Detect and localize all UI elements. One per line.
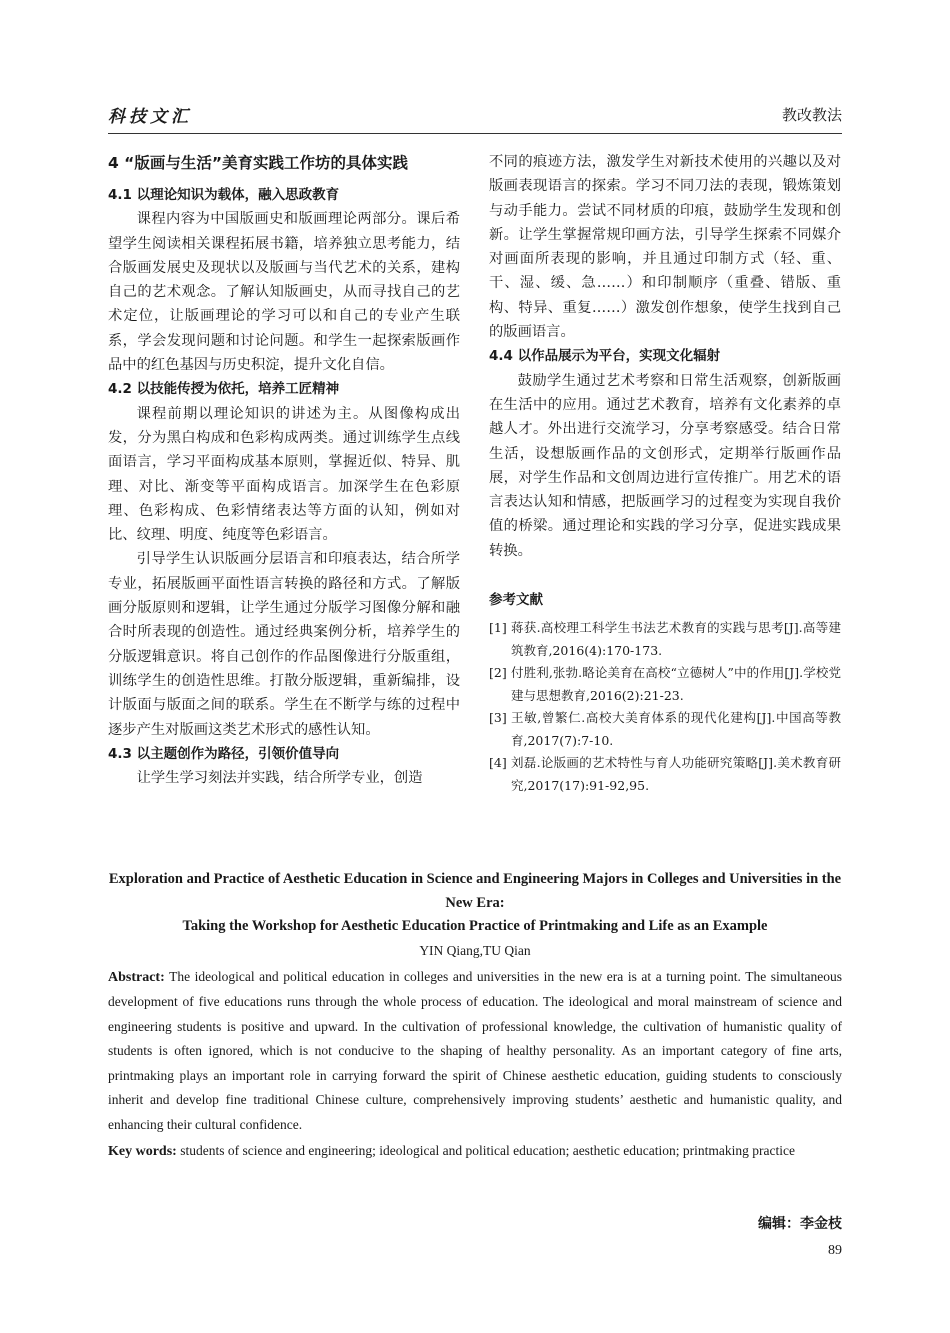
page-number: 89 [828,1243,842,1258]
reference-item [489,707,841,752]
english-abstract-block [108,868,842,1165]
journal-name: 科技文汇 [108,107,192,127]
subsection-4-2-paragraph-2: 引导学生认识版画分层语言和印痕表达，结合所学专业，拓展版画平面性语言转换的路径和方式。了解版画分版原则和逻辑，让学生通过分版学习图像分解和融合时所表现的创造性。通过经典案例分析，培养学生的分版逻辑意识。将自己创作的作品图像进行分版重组，训练学生的创造性思维。打散分版逻辑，重新编排，设计版面与版面之间的联系。学生在不断学与练的过程中逐步产生对版画这类艺术形式的感性认知。 [108,551,460,738]
reference-text: 蒋获.高校理工科学生书法艺术教育的实践与思考[J].高等建筑教育,2016(4):170-173. [511,620,841,658]
keywords-text: students of science and engineering; ideological and political education; aesthetic education; printmaking practice [180,1143,795,1158]
keywords-label: Key words: [108,1144,177,1159]
subsection-4-1-paragraph: 课程内容为中国版画史和版画理论两部分。课后希望学生阅读相关课程拓展书籍，培养独立思考能力，结合版画发展史及现状以及版画与当代艺术的关系，建构自己的艺术观念。了解认知版画史，从而寻找自己的艺术定位，让版画理论的学习可以和自己的专业产生联系，学会发现问题和讨论问题。和学生一起探索版画作品中的红色基因与历史积淀，提升文化自信。 [108,211,460,374]
subsection-4-2-title: 4.2 以技能传授为依托，培养工匠精神 [108,381,340,398]
references-title: 参考文献 [489,592,543,609]
reference-item [489,617,841,662]
subsection-4-3-title: 4.3 以主题创作为路径，引领价值导向 [108,745,340,762]
subsection-4-1-title: 4.1 以理论知识为载体，融入思政教育 [108,187,340,203]
english-authors: YIN Qiang,TU Qian [419,942,531,958]
subsection-4-3-paragraph-cont: 不同的痕迹方法，激发学生对新技术使用的兴趣以及对版画表现语言的探索。学习不同刀法的表现，锻炼策划与动手能力。尝试不同材质的印痕，鼓励学生发现和创新。让学生掌握常规印画方法，引导学生探索不同媒介对画面所表现的影响，并且通过印制方式（轻、重、干、湿、缓、急……）和印制顺序（重叠、错版、重构、特异、重复……）激发创作想象，使学生找到自己的版画语言。 [489,154,841,341]
subsection-4-3-paragraph-start: 让学生学习刻法并实践，结合所学专业，创造 [136,770,423,787]
page-header [108,100,842,130]
reference-number: [2] [489,665,507,681]
reference-text: 王敏,曾繁仁.高校大美育体系的现代化建构[J].中国高等教育,2017(7):7-10. [511,710,841,748]
reference-number: [3] [489,710,507,726]
reference-number: [1] [489,620,507,636]
header-rule [108,133,842,134]
left-column [108,150,460,790]
subsection-4-4-paragraph: 鼓励学生通过艺术考察和日常生活观察，创新版画在生活中的应用。通过艺术教育，培养有文化素养的卓越人才。外出进行交流学习，分享考察感受。结合日常生活，设想版画作品的文创形式，定期举行版画作品展，对学生作品和文创周边进行宣传推广。用艺术的语言表达认知和情感，把版画学习的过程变为实现自我价值的桥梁。通过理论和实践的学习分享，促进实践成果转换。 [489,372,841,559]
editor-credit: 编辑：李金枝 [758,1216,842,1232]
reference-text: 付胜利,张勃.略论美育在高校“立德树人”中的作用[J].学校党建与思想教育,2016(2):21-23. [511,665,841,703]
english-title: Exploration and Practice of Aesthetic Education in Science and Engineering Majors in Colleges and Universities in the New Era: [108,871,842,911]
reference-item [489,752,841,797]
english-subtitle: Taking the Workshop for Aesthetic Education Practice of Printmaking and Life as an Example [182,918,768,934]
reference-number: [4] [489,755,507,771]
english-keywords [108,1139,842,1165]
section-tag: 教改教法 [781,106,842,124]
abstract-label: Abstract: [108,969,165,985]
reference-item [489,662,841,707]
reference-text: 刘磊.论版画的艺术特性与育人功能研究策略[J].美术教育研究,2017(17):91-92,95. [511,755,841,793]
abstract-text: The ideological and political education in colleges and universities in the new era is at a turning point. The simultaneous development of five educations runs through the whole process of education. The ideological and moral mainstream of science and engineering students is positive and upward. In the cultivation of professional knowledge, the cultivation of humanistic quality of students is often ignored, which is not conducive to the shaping of healthy personality. As an important category of fine arts, printmaking plays an important role in carrying forward the spirit of Chinese aesthetic education, guiding students to consciously inherit and develop fine traditional Chinese culture, comprehensively improving students’ aesthetic and humanistic quality, and enhancing their cultural confidence. [108,968,842,1132]
subsection-4-4-title: 4.4 以作品展示为平台，实现文化辐射 [489,348,721,365]
section-title: 4 “版画与生活”美育实践工作坊的具体实践 [108,154,409,172]
subsection-4-2-paragraph-1: 课程前期以理论知识的讲述为主。从图像构成出发，分为黑白构成和色彩构成两类。通过训练学生点线面语言，学习平面构成基本原则，掌握近似、特异、肌理、对比、渐变等平面构成语言。加深学生在色彩原理、色彩构成、色彩情绪表达等方面的认知，例如对比、纹理、明度、纯度等色彩语言。 [108,405,460,544]
right-column [489,150,841,797]
references-list [489,617,841,797]
english-abstract [108,965,842,1138]
